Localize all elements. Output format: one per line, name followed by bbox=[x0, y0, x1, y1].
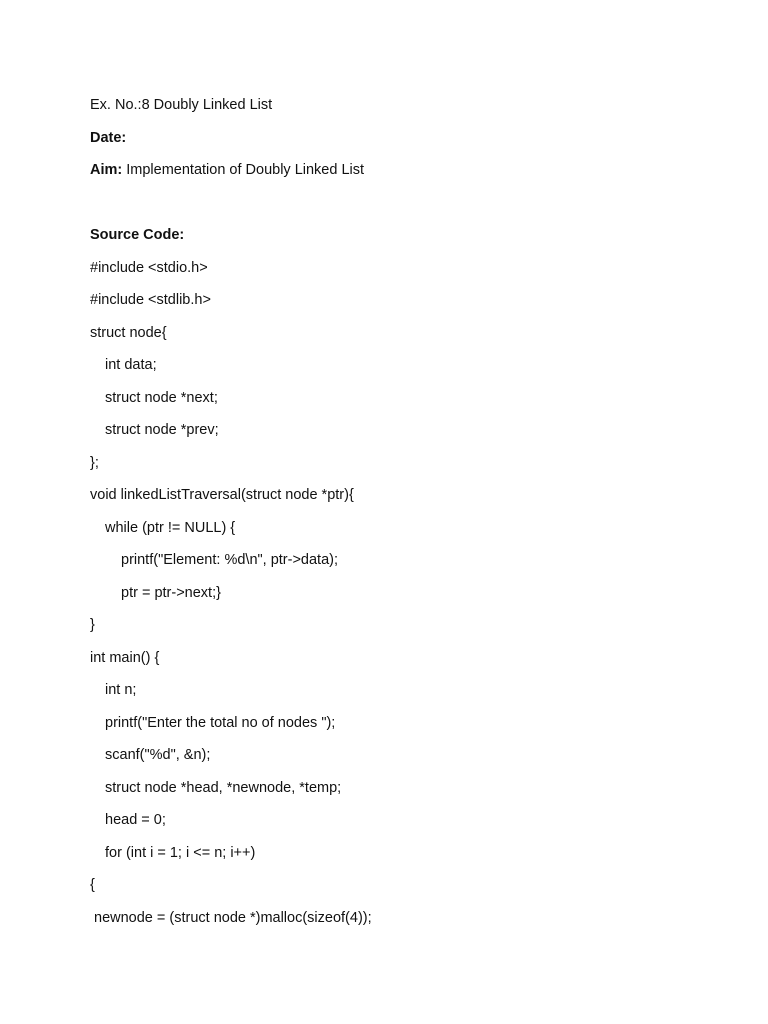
code-line: while (ptr != NULL) { bbox=[105, 520, 236, 536]
code-line: struct node *head, *newnode, *temp; bbox=[105, 780, 342, 796]
aim-line bbox=[90, 161, 364, 179]
code-line: newnode = (struct node *)malloc(sizeof(4)); bbox=[94, 910, 372, 926]
code-line: struct node{ bbox=[90, 325, 167, 341]
code-line: for (int i = 1; i <= n; i++) bbox=[105, 845, 256, 861]
code-line: int main() { bbox=[90, 650, 160, 666]
code-line: printf("Enter the total no of nodes "); bbox=[105, 715, 336, 731]
code-line: void linkedListTraversal(struct node *ptr){ bbox=[90, 487, 354, 503]
code-line: #include <stdlib.h> bbox=[90, 292, 211, 308]
code-line: struct node *prev; bbox=[105, 422, 219, 438]
code-line: head = 0; bbox=[105, 812, 166, 828]
code-line: struct node *next; bbox=[105, 390, 218, 406]
date-label: Date: bbox=[90, 130, 127, 146]
code-line: } bbox=[90, 617, 95, 633]
code-line: #include <stdio.h> bbox=[90, 260, 208, 276]
code-line: scanf("%d", &n); bbox=[105, 747, 211, 763]
aim-text: Implementation of Doubly Linked List bbox=[122, 162, 365, 178]
aim-label: Aim: bbox=[90, 162, 123, 178]
code-line: int data; bbox=[105, 357, 157, 373]
code-line: }; bbox=[90, 455, 99, 471]
code-line: { bbox=[90, 877, 95, 893]
code-line: ptr = ptr->next;} bbox=[121, 585, 221, 601]
code-line: int n; bbox=[105, 682, 137, 698]
exercise-title: Ex. No.:8 Doubly Linked List bbox=[90, 97, 273, 113]
code-line: printf("Element: %d\n", ptr->data); bbox=[121, 552, 339, 568]
source-code-label: Source Code: bbox=[90, 227, 185, 243]
